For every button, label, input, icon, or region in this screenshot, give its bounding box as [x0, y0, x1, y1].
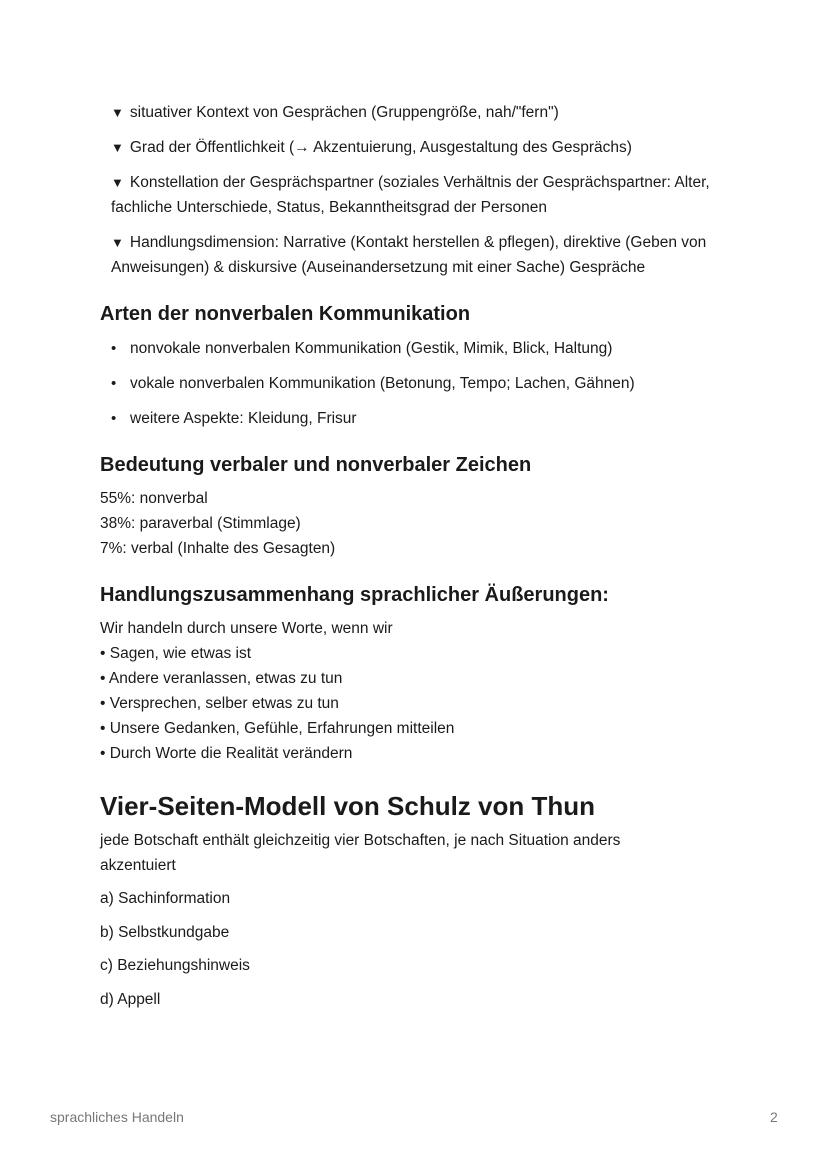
triangle-bullet-icon: ▼ — [111, 105, 124, 120]
percentage-line: 55%: nonverbal — [100, 490, 208, 507]
triangle-bullet-icon: ▼ — [111, 175, 124, 190]
handlung-block — [100, 616, 740, 766]
list-item: d) Appell — [100, 990, 161, 1008]
heading-vier-seiten: Vier-Seiten-Modell von Schulz von Thun — [100, 791, 596, 821]
bullet-dot-icon: • — [111, 340, 117, 357]
page-number: 2 — [770, 1109, 778, 1125]
footer-title: sprachliches Handeln — [50, 1109, 184, 1125]
bullet-dot-icon: • — [111, 410, 117, 427]
handlung-intro: Wir handeln durch unsere Worte, wenn wir — [100, 620, 393, 637]
vier-seiten-list — [100, 886, 250, 1020]
list-item: • vokale nonverbalen Kommunikation (Betonung, Tempo; Lachen, Gähnen) — [111, 371, 751, 396]
list-item: c) Beziehungshinweis — [100, 957, 250, 974]
heading-handlung: Handlungszusammenhang sprachlicher Äußerungen: — [100, 584, 609, 606]
heading-bedeutung: Bedeutung verbaler und nonverbaler Zeichen — [100, 454, 532, 476]
list-item: ▼ Konstellation der Gesprächspartner (soziales Verhältnis der Gesprächspartner: Alter, fachliche Unterschiede, Status, Bekanntheitsgrad der Personen — [111, 170, 751, 220]
bedeutung-lines — [100, 486, 740, 561]
list-item: ▼ situativer Kontext von Gesprächen (Gruppengröße, nah/"fern") — [111, 100, 751, 125]
nonverbal-list — [111, 336, 751, 441]
list-item: ▼ Handlungsdimension: Narrative (Kontakt herstellen & pflegen), direktive (Geben von Anweisungen) & diskursive (Auseinandersetzung mit einer Sache) Gespräche — [111, 230, 751, 280]
list-item: ▼ Grad der Öffentlichkeit (→ Akzentuierung, Ausgestaltung des Gesprächs) — [111, 135, 751, 160]
percentage-line: 7%: verbal (Inhalte des Gesagten) — [100, 540, 336, 557]
bullet-dot-icon: • — [111, 375, 117, 392]
list-item: • Durch Worte die Realität verändern — [100, 745, 353, 762]
list-item: • Unsere Gedanken, Gefühle, Erfahrungen mitteilen — [100, 720, 455, 737]
list-item: • Sagen, wie etwas ist — [100, 645, 252, 662]
heading-nonverbal: Arten der nonverbalen Kommunikation — [100, 303, 471, 325]
list-item: • Andere veranlassen, etwas zu tun — [100, 670, 343, 687]
percentage-line: 38%: paraverbal (Stimmlage) — [100, 515, 301, 532]
triangle-bullet-icon: ▼ — [111, 235, 124, 250]
list-item: a) Sachinformation — [100, 890, 231, 907]
vier-seiten-paragraph: jede Botschaft enthält gleichzeitig vier Botschaften, je nach Situation anders akzentuiert — [100, 832, 621, 874]
list-item: b) Selbstkundgabe — [100, 923, 230, 941]
context-factor-list — [111, 100, 751, 290]
list-item: • nonvokale nonverbalen Kommunikation (Gestik, Mimik, Blick, Haltung) — [111, 336, 751, 361]
list-item: • Versprechen, selber etwas zu tun — [100, 695, 339, 712]
list-item: • weitere Aspekte: Kleidung, Frisur — [111, 406, 751, 431]
triangle-bullet-icon: ▼ — [111, 140, 124, 155]
